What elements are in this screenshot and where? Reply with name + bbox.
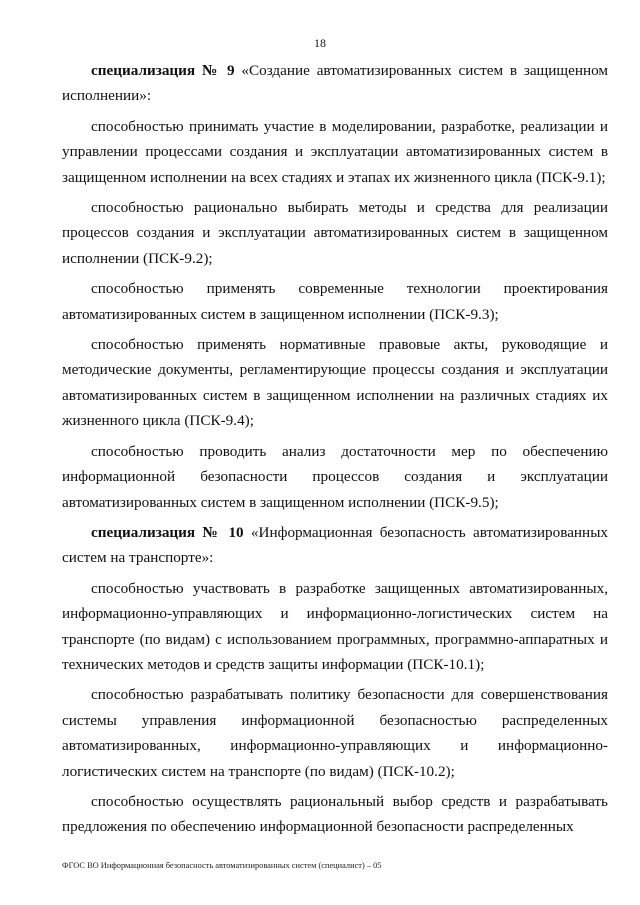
specialization-heading [62,58,608,109]
document-body [62,58,608,845]
competency-paragraph: способностью проводить анализ достаточности мер по обеспечению информационной безопасности процессов создания и эксплуатации автоматизированных систем в защищенном исполнении (ПСК-9.5); [62,442,608,511]
competency-paragraph: способностью осуществлять рациональный выбор средств и разрабатывать предложения по обеспечению информационной безопасности распределенных [62,792,608,836]
page-footer: ФГОС ВО Информационная безопасность автоматизированных систем (специалист) – 05 [62,861,382,870]
specialization-heading [62,520,608,571]
specialization-title: «Создание автоматизированных систем в защищенном исполнении»: [62,62,608,105]
competency-paragraph: способностью принимать участие в моделировании, разработке, реализации и управлении процессами создания и эксплуатации автоматизированных систем в защищенном исполнении на всех стадиях и этапах их жизненного цикла (ПСК-9.1); [62,117,608,186]
specialization-label: специализация № 10 [91,523,244,541]
page-number: 18 [314,36,326,50]
specialization-title: «Информационная безопасность автоматизированных систем на транспорте»: [62,523,608,567]
competency-paragraph: способностью применять нормативные правовые акты, руководящие и методические документы, регламентирующие процессы создания и эксплуатации автоматизированных систем в защищенном исполнении на различных стадиях их жизненного цикла (ПСК-9.4); [62,336,608,430]
competency-paragraph: способностью рационально выбирать методы и средства для реализации процессов создания и эксплуатации автоматизированных систем в защищенном исполнении (ПСК-9.2); [62,199,608,267]
competency-paragraph: способностью применять современные технологии проектирования автоматизированных систем в защищенном исполнении (ПСК-9.3); [62,280,608,323]
competency-paragraph: способностью разрабатывать политику безопасности для совершенствования системы управления информационной безопасностью распределенных автоматизированных, информационно-управляющих и информационно-логистических систем на транспорте (по видам) (ПСК-10.2); [62,686,608,780]
competency-paragraph: способностью участвовать в разработке защищенных автоматизированных, информационно-управляющих и информационно-логистических систем на транспорте (по видам) с использованием программных, программно-аппаратных и технических методов и средств защиты информации (ПСК-10.1); [62,579,608,673]
specialization-label: специализация № 9 [91,62,235,79]
